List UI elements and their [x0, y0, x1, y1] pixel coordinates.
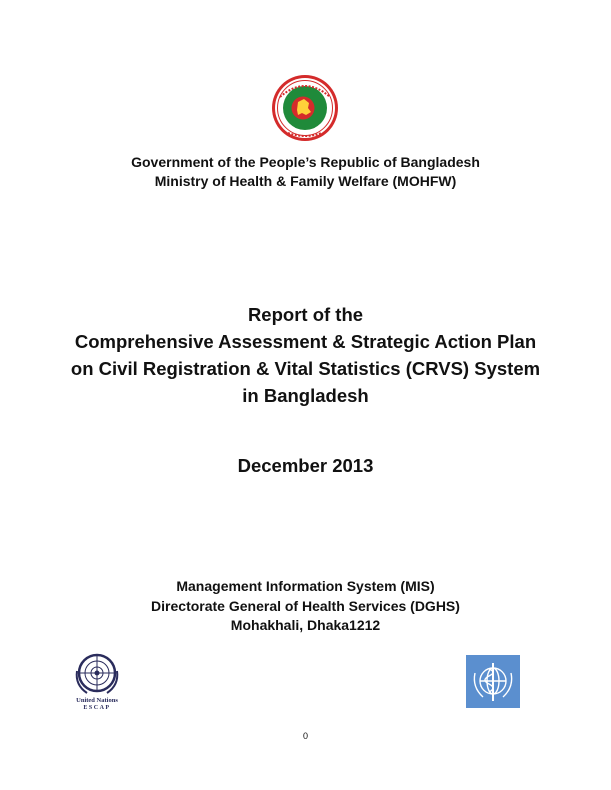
report-title-line-1: Report of the [247, 304, 364, 325]
report-title-line-3: on Civil Registration & Vital Statistics (CRVS) System [70, 358, 541, 379]
publisher-unit: Management Information System (MIS) [176, 578, 435, 594]
report-title-line-2: Comprehensive Assessment & Strategic Action Plan [74, 331, 537, 352]
publisher-address: Mohakhali, Dhaka1212 [230, 617, 381, 633]
bangladesh-government-emblem [268, 73, 342, 143]
who-logo [466, 655, 520, 708]
government-name: Government of the People’s Republic of Bangladesh [131, 154, 480, 170]
report-title-line-4: in Bangladesh [242, 385, 369, 406]
un-name-label: United Nations [76, 697, 118, 704]
publisher-block [0, 577, 611, 636]
un-escap-logo [71, 651, 123, 711]
page-number: 0 [302, 731, 308, 741]
ministry-name: Ministry of Health & Family Welfare (MOHFW) [154, 173, 457, 189]
escap-label: ESCAP [83, 705, 111, 711]
publisher-directorate: Directorate General of Health Services (DGHS) [151, 597, 460, 614]
report-date: December 2013 [237, 455, 374, 476]
government-heading [0, 153, 611, 191]
report-title [0, 301, 611, 409]
un-globe-icon [71, 651, 123, 697]
